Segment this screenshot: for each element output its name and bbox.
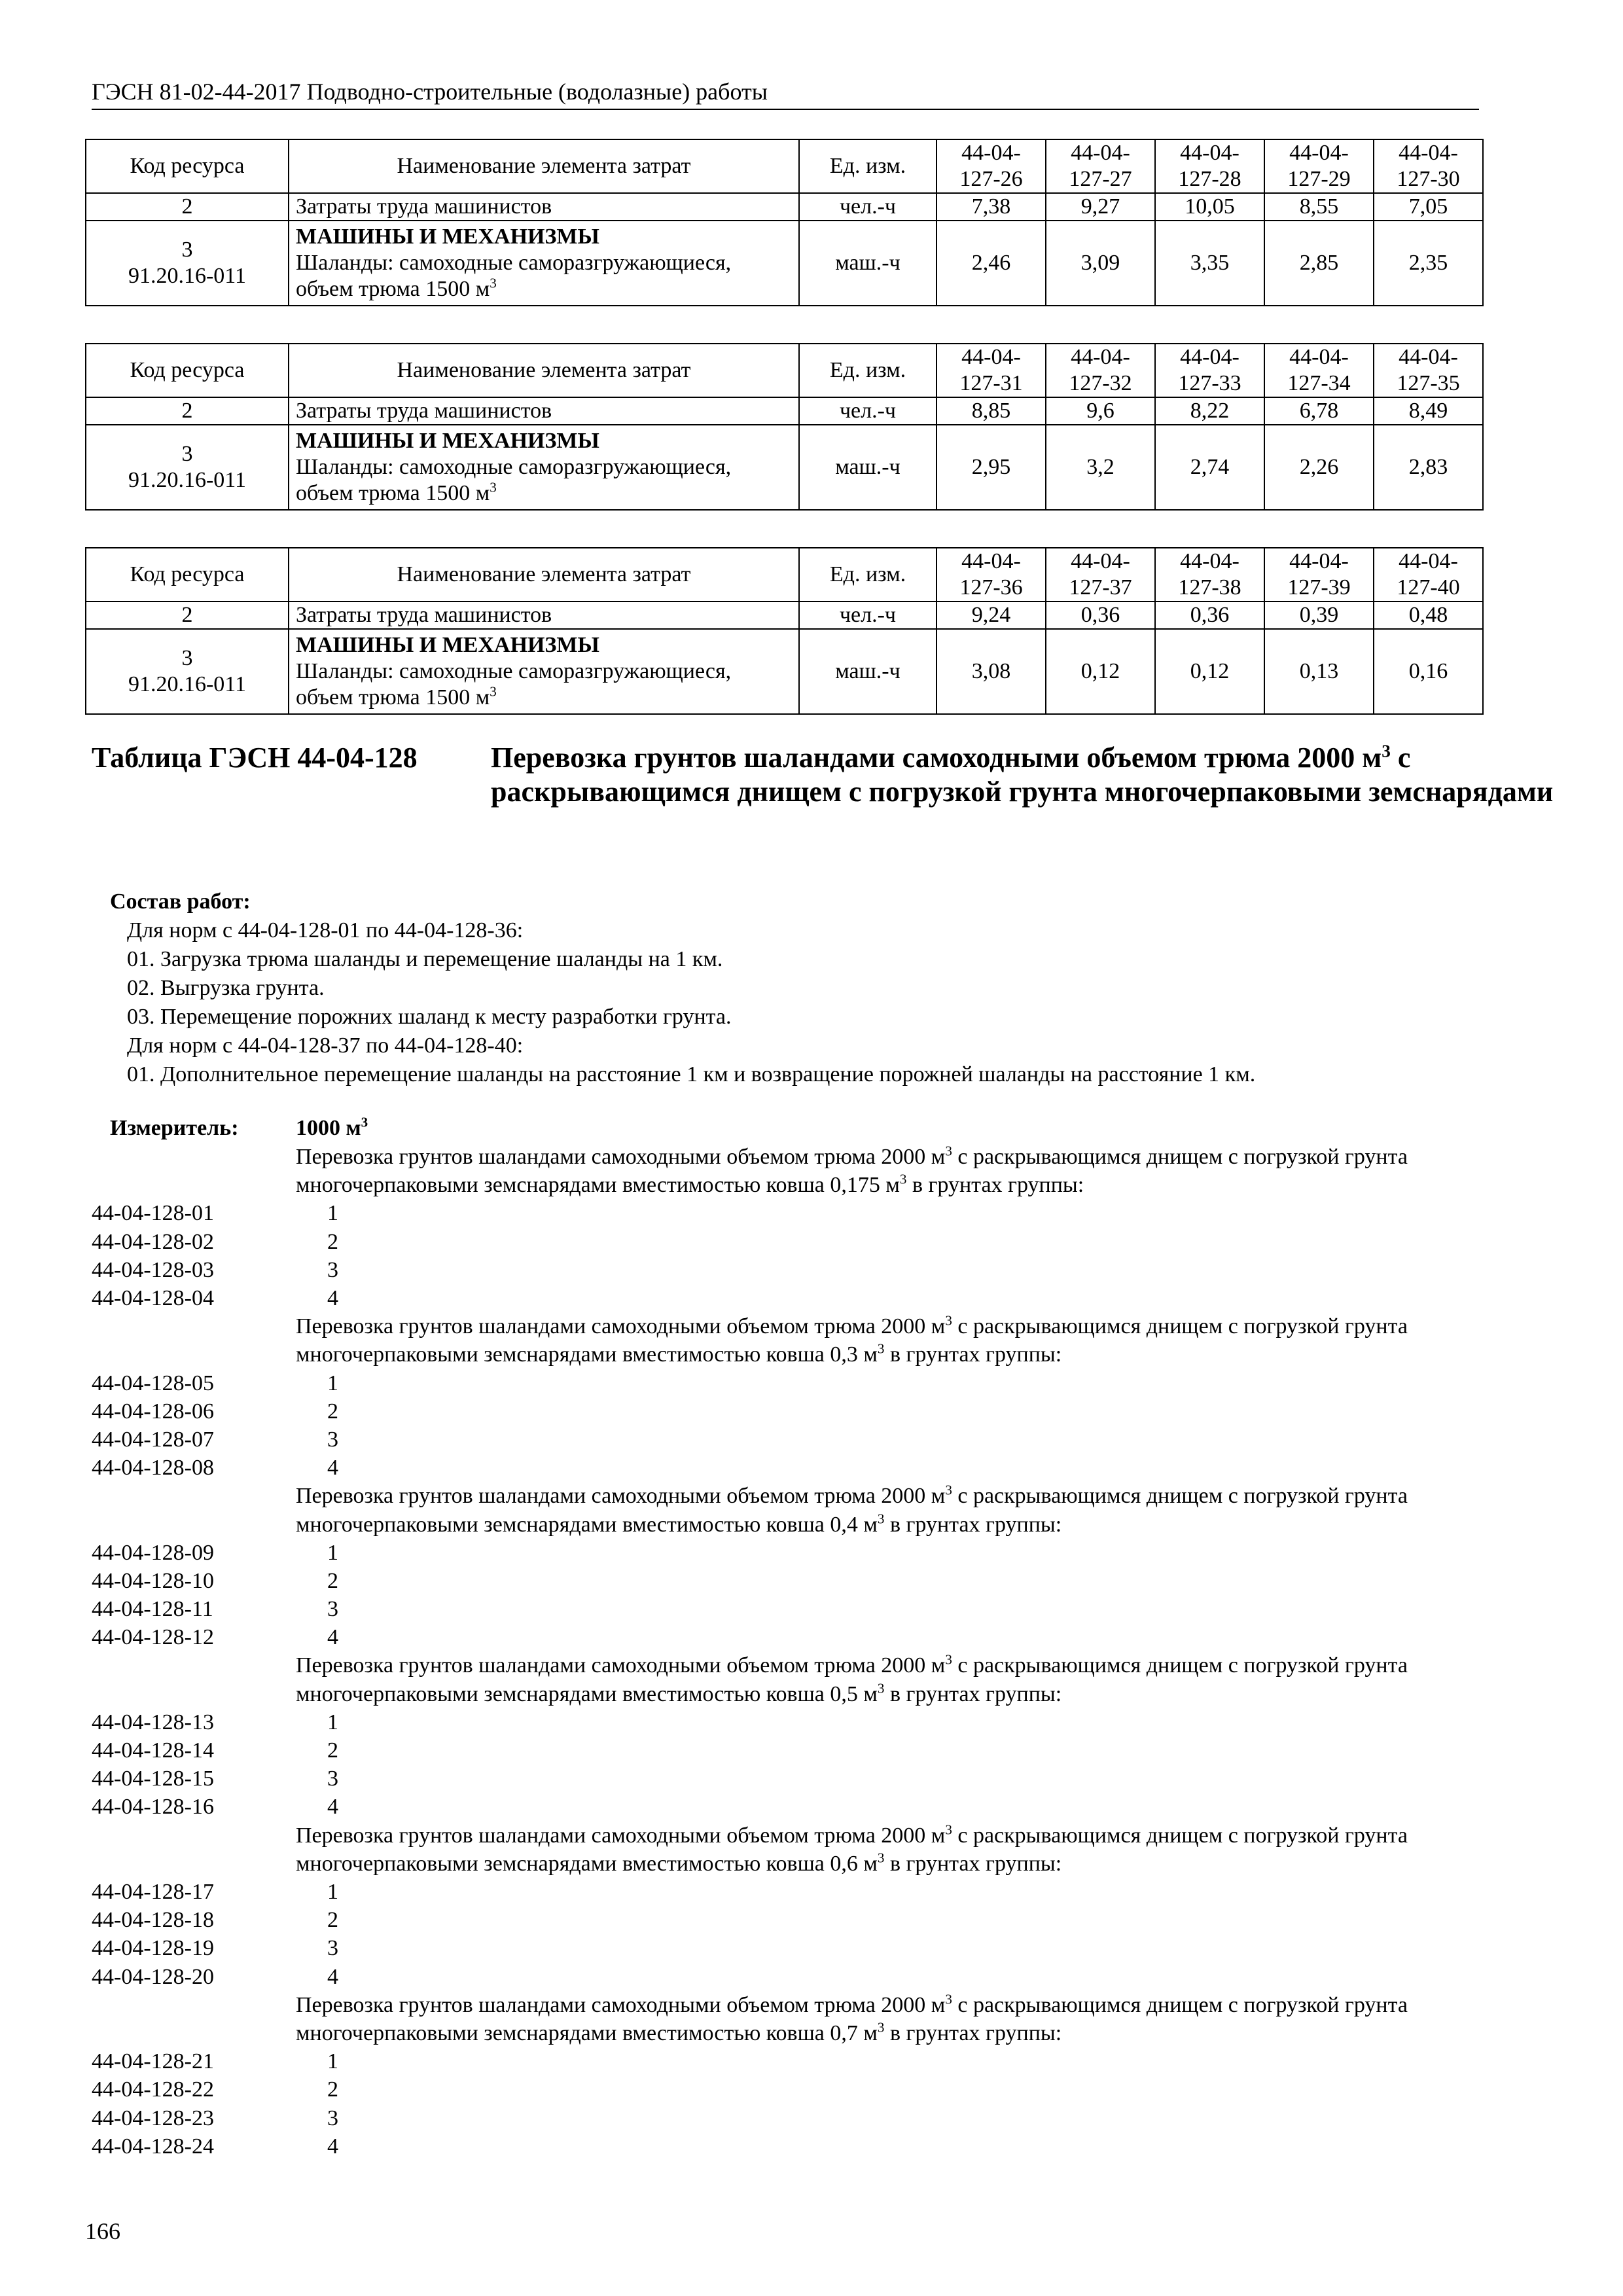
soil-group: 1 <box>327 1880 338 1905</box>
header-code: Код ресурса <box>86 548 289 601</box>
composition-line: Для норм с 44-04-128-37 по 44-04-128-40: <box>127 1033 524 1058</box>
norm-item <box>92 1595 1492 1623</box>
norm-item <box>92 1963 1492 1991</box>
header-norm: 44-04-127-39 <box>1264 548 1374 601</box>
header-code: Код ресурса <box>86 139 289 193</box>
machine-group-code: 3 <box>181 238 193 262</box>
header-norm: 44-04-127-36 <box>936 548 1046 601</box>
machine-row <box>86 221 1483 306</box>
norm-code: 44-04-128-24 <box>92 2134 214 2159</box>
norm-item <box>92 1623 1492 1651</box>
machine-value: 3,35 <box>1155 221 1264 306</box>
norm-group-description: Перевозка грунтов шаландами самоходными объемом трюма 2000 $м^3$ с раскрывающимся днищем с погрузкой грунта многочерпаковыми земснарядами вместимостью ковша 0,5 $м^3$ в грунтах группы: <box>296 1652 1408 1706</box>
labor-value: 8,85 <box>936 397 1046 425</box>
norm-group-description: Перевозка грунтов шаландами самоходными объемом трюма 2000 $м^3$ с раскрывающимся днищем с погрузкой грунта многочерпаковыми земснарядами вместимостью ковша 0,3 $м^3$ в грунтах группы: <box>296 1312 1408 1367</box>
norm-item <box>92 1736 1492 1765</box>
soil-group: 4 <box>327 1795 338 1820</box>
norm-item <box>92 1539 1492 1567</box>
header-norm: 44-04-127-35 <box>1374 344 1483 397</box>
machine-value: 2,85 <box>1264 221 1374 306</box>
soil-group: 2 <box>327 2077 338 2102</box>
machine-value: 3,2 <box>1046 425 1155 510</box>
norm-code: 44-04-128-08 <box>92 1456 214 1480</box>
machine-name-cell <box>289 221 799 306</box>
table-header-row <box>86 344 1483 397</box>
header-norm: 44-04-127-29 <box>1264 139 1374 193</box>
norm-item <box>92 1397 1492 1426</box>
norm-item <box>92 2047 1492 2075</box>
labor-name: Затраты труда машинистов <box>289 193 799 221</box>
norm-code: 44-04-128-05 <box>92 1371 214 1395</box>
soil-group: 3 <box>327 1597 338 1622</box>
page-number: 166 <box>85 2218 120 2244</box>
norm-code: 44-04-128-11 <box>92 1597 213 1622</box>
norm-code: 44-04-128-02 <box>92 1229 214 1254</box>
norm-group-description: Перевозка грунтов шаландами самоходными объемом трюма 2000 $м^3$ с раскрывающимся днищем с погрузкой грунта многочерпаковыми земснарядами вместимостью ковша 0,6 $м^3$ в грунтах группы: <box>296 1821 1408 1876</box>
norm-code: 44-04-128-06 <box>92 1399 214 1424</box>
labor-name: Затраты труда машинистов <box>289 601 799 629</box>
machine-value: 2,95 <box>936 425 1046 510</box>
header-norm: 44-04-127-28 <box>1155 139 1264 193</box>
norm-item <box>92 1878 1492 1906</box>
header-norm: 44-04-127-31 <box>936 344 1046 397</box>
header-unit: Ед. изм. <box>799 139 936 193</box>
labor-value: 0,39 <box>1264 601 1374 629</box>
machine-value: 0,12 <box>1046 629 1155 714</box>
header-norm: 44-04-127-38 <box>1155 548 1264 601</box>
soil-group: 4 <box>327 1285 338 1310</box>
machine-value: 3,09 <box>1046 221 1155 306</box>
norm-code: 44-04-128-21 <box>92 2049 214 2074</box>
norm-code: 44-04-128-16 <box>92 1795 214 1820</box>
composition-title: Состав работ: <box>110 889 251 914</box>
labor-code: 2 <box>86 601 289 629</box>
norm-item <box>92 1228 1492 1256</box>
machine-unit: маш.-ч <box>799 221 936 306</box>
machine-row <box>86 425 1483 510</box>
labor-unit: чел.-ч <box>799 193 936 221</box>
machine-row <box>86 629 1483 714</box>
norm-code: 44-04-128-14 <box>92 1738 214 1763</box>
machine-name: Шаланды: самоходные саморазгружающиеся, объем трюма 1500 $м^3$ <box>296 659 732 709</box>
machine-value: 2,35 <box>1374 221 1483 306</box>
norm-item <box>92 1454 1492 1482</box>
norm-code: 44-04-128-20 <box>92 1964 214 1989</box>
labor-value: 9,6 <box>1046 397 1155 425</box>
table-header-row <box>86 139 1483 193</box>
soil-group: 2 <box>327 1908 338 1933</box>
soil-group: 2 <box>327 1399 338 1424</box>
labor-value: 9,27 <box>1046 193 1155 221</box>
norm-code: 44-04-128-07 <box>92 1427 214 1452</box>
norm-item <box>92 1765 1492 1793</box>
labor-row <box>86 193 1483 221</box>
labor-value: 8,55 <box>1264 193 1374 221</box>
soil-group: 3 <box>327 1427 338 1452</box>
header-norm: 44-04-127-26 <box>936 139 1046 193</box>
soil-group: 3 <box>327 1767 338 1791</box>
norm-item <box>92 2075 1492 2104</box>
labor-unit: чел.-ч <box>799 601 936 629</box>
norm-item <box>92 1567 1492 1595</box>
labor-value: 7,38 <box>936 193 1046 221</box>
labor-value: 10,05 <box>1155 193 1264 221</box>
soil-group: 3 <box>327 1936 338 1961</box>
machine-value: 0,16 <box>1374 629 1483 714</box>
soil-group: 2 <box>327 1229 338 1254</box>
machine-code: 91.20.16-011 <box>128 264 247 288</box>
machine-group-name: МАШИНЫ И МЕХАНИЗМЫ <box>296 224 599 249</box>
norms-list <box>92 1143 1492 2161</box>
meter-label: Измеритель: <box>110 1116 239 1140</box>
header-norm: 44-04-127-27 <box>1046 139 1155 193</box>
norm-code: 44-04-128-10 <box>92 1568 214 1593</box>
cost-table-3 <box>85 547 1484 715</box>
labor-unit: чел.-ч <box>799 397 936 425</box>
work-composition <box>110 888 1484 1089</box>
soil-group: 1 <box>327 1371 338 1395</box>
labor-value: 0,48 <box>1374 601 1483 629</box>
header-norm: 44-04-127-37 <box>1046 548 1155 601</box>
machine-value: 2,83 <box>1374 425 1483 510</box>
machine-group-name: МАШИНЫ И МЕХАНИЗМЫ <box>296 429 599 453</box>
machine-code-cell <box>86 629 289 714</box>
norm-code: 44-04-128-18 <box>92 1908 214 1933</box>
machine-value: 2,46 <box>936 221 1046 306</box>
norm-item <box>92 1708 1492 1736</box>
machine-name-cell <box>289 425 799 510</box>
machine-value: 0,13 <box>1264 629 1374 714</box>
labor-value: 0,36 <box>1046 601 1155 629</box>
composition-line: 02. Выгрузка грунта. <box>127 976 325 1000</box>
soil-group: 2 <box>327 1568 338 1593</box>
header-norm: 44-04-127-34 <box>1264 344 1374 397</box>
header-name: Наименование элемента затрат <box>289 344 799 397</box>
labor-value: 7,05 <box>1374 193 1483 221</box>
header-name: Наименование элемента затрат <box>289 139 799 193</box>
cost-table-1 <box>85 139 1484 306</box>
norm-item <box>92 1426 1492 1454</box>
soil-group: 3 <box>327 2106 338 2130</box>
machine-code: 91.20.16-011 <box>128 468 247 492</box>
norm-item <box>92 2132 1492 2161</box>
machine-value: 3,08 <box>936 629 1046 714</box>
soil-group: 3 <box>327 1257 338 1282</box>
machine-name: Шаланды: самоходные саморазгружающиеся, объем трюма 1500 $м^3$ <box>296 455 732 505</box>
norm-code: 44-04-128-12 <box>92 1625 214 1650</box>
section-title: Перевозка грунтов шаландами самоходными объемом трюма 2000 $м^3$ с раскрывающимся днищем с погрузкой грунта многочерпаковыми земснарядами <box>491 741 1554 808</box>
composition-line: 03. Перемещение порожних шаланд к месту разработки грунта. <box>127 1005 732 1029</box>
soil-group: 4 <box>327 1456 338 1480</box>
norm-group-description: Перевозка грунтов шаландами самоходными объемом трюма 2000 $м^3$ с раскрывающимся днищем с погрузкой грунта многочерпаковыми земснарядами вместимостью ковша 0,7 $м^3$ в грунтах группы: <box>296 1991 1408 2045</box>
norm-item <box>92 1284 1492 1312</box>
machine-value: 2,26 <box>1264 425 1374 510</box>
header-unit: Ед. изм. <box>799 344 936 397</box>
norm-item <box>92 1369 1492 1397</box>
header-norm: 44-04-127-40 <box>1374 548 1483 601</box>
soil-group: 4 <box>327 1964 338 1989</box>
section-label: Таблица ГЭСН 44-04-128 <box>92 742 418 774</box>
meter-value: 1000 $м^3$ <box>296 1114 368 1140</box>
machine-code-cell <box>86 425 289 510</box>
norm-code: 44-04-128-23 <box>92 2106 214 2130</box>
cost-table-2 <box>85 343 1484 511</box>
norm-code: 44-04-128-03 <box>92 1257 214 1282</box>
norm-code: 44-04-128-17 <box>92 1880 214 1905</box>
norm-code: 44-04-128-04 <box>92 1285 214 1310</box>
norm-item <box>92 1793 1492 1821</box>
machine-unit: маш.-ч <box>799 425 936 510</box>
machine-code-cell <box>86 221 289 306</box>
composition-line: 01. Дополнительное перемещение шаланды на расстояние 1 км и возвращение порожней шаланды на расстояние 1 км. <box>127 1062 1256 1086</box>
norm-item <box>92 2104 1492 2132</box>
norm-group-description: Перевозка грунтов шаландами самоходными объемом трюма 2000 $м^3$ с раскрывающимся днищем с погрузкой грунта многочерпаковыми земснарядами вместимостью ковша 0,4 $м^3$ в грунтах группы: <box>296 1482 1408 1537</box>
norm-code: 44-04-128-22 <box>92 2077 214 2102</box>
machine-unit: маш.-ч <box>799 629 936 714</box>
machine-name-cell <box>289 629 799 714</box>
norm-code: 44-04-128-01 <box>92 1201 214 1226</box>
running-header: ГЭСН 81-02-44-2017 Подводно-строительные (водолазные) работы <box>92 77 1479 110</box>
labor-code: 2 <box>86 397 289 425</box>
norm-item <box>92 1256 1492 1284</box>
soil-group: 1 <box>327 1710 338 1734</box>
soil-group: 4 <box>327 1625 338 1650</box>
norm-group-description: Перевозка грунтов шаландами самоходными объемом трюма 2000 $м^3$ с раскрывающимся днищем с погрузкой грунта многочерпаковыми земснарядами вместимостью ковша 0,175 $м^3$ в грунтах группы: <box>296 1143 1408 1198</box>
soil-group: 1 <box>327 1540 338 1565</box>
soil-group: 2 <box>327 1738 338 1763</box>
norm-item <box>92 1199 1492 1227</box>
labor-value: 0,36 <box>1155 601 1264 629</box>
norm-code: 44-04-128-19 <box>92 1936 214 1961</box>
labor-row <box>86 601 1483 629</box>
table-header-row <box>86 548 1483 601</box>
soil-group: 1 <box>327 2049 338 2074</box>
norm-code: 44-04-128-13 <box>92 1710 214 1734</box>
labor-value: 9,24 <box>936 601 1046 629</box>
header-unit: Ед. изм. <box>799 548 936 601</box>
machine-group-code: 3 <box>181 442 193 466</box>
norm-code: 44-04-128-09 <box>92 1540 214 1565</box>
norm-item <box>92 1906 1492 1934</box>
labor-row <box>86 397 1483 425</box>
norm-item <box>92 1934 1492 1962</box>
soil-group: 4 <box>327 2134 338 2159</box>
header-norm: 44-04-127-33 <box>1155 344 1264 397</box>
labor-name: Затраты труда машинистов <box>289 397 799 425</box>
labor-value: 8,49 <box>1374 397 1483 425</box>
machine-code: 91.20.16-011 <box>128 672 247 696</box>
machine-name: Шаланды: самоходные саморазгружающиеся, объем трюма 1500 $м^3$ <box>296 251 732 301</box>
machine-group-code: 3 <box>181 646 193 670</box>
composition-line: Для норм с 44-04-128-01 по 44-04-128-36: <box>127 918 524 942</box>
header-code: Код ресурса <box>86 344 289 397</box>
labor-code: 2 <box>86 193 289 221</box>
composition-line: 01. Загрузка трюма шаланды и перемещение шаланды на 1 км. <box>127 947 723 971</box>
labor-value: 6,78 <box>1264 397 1374 425</box>
header-norm: 44-04-127-32 <box>1046 344 1155 397</box>
soil-group: 1 <box>327 1201 338 1226</box>
labor-value: 8,22 <box>1155 397 1264 425</box>
machine-value: 2,74 <box>1155 425 1264 510</box>
header-name: Наименование элемента затрат <box>289 548 799 601</box>
machine-group-name: МАШИНЫ И МЕХАНИЗМЫ <box>296 633 599 657</box>
machine-value: 0,12 <box>1155 629 1264 714</box>
header-norm: 44-04-127-30 <box>1374 139 1483 193</box>
norm-code: 44-04-128-15 <box>92 1767 214 1791</box>
